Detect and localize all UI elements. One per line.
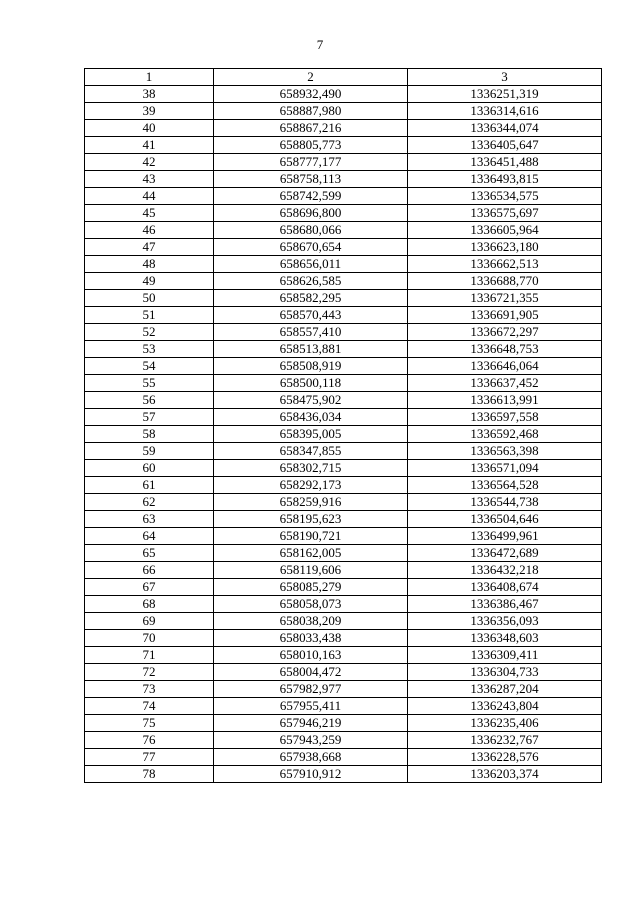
cell-x-coordinate: 658033,438 bbox=[214, 630, 408, 647]
cell-y-coordinate: 1336613,991 bbox=[408, 392, 602, 409]
cell-x-coordinate: 658696,800 bbox=[214, 205, 408, 222]
cell-y-coordinate: 1336721,355 bbox=[408, 290, 602, 307]
cell-y-coordinate: 1336504,646 bbox=[408, 511, 602, 528]
table-row bbox=[85, 528, 602, 545]
cell-x-coordinate: 658670,654 bbox=[214, 239, 408, 256]
cell-point-number: 69 bbox=[85, 613, 214, 630]
table-row bbox=[85, 358, 602, 375]
table-row bbox=[85, 681, 602, 698]
cell-y-coordinate: 1336592,468 bbox=[408, 426, 602, 443]
cell-y-coordinate: 1336563,398 bbox=[408, 443, 602, 460]
cell-y-coordinate: 1336564,528 bbox=[408, 477, 602, 494]
cell-y-coordinate: 1336228,576 bbox=[408, 749, 602, 766]
cell-point-number: 71 bbox=[85, 647, 214, 664]
cell-y-coordinate: 1336534,575 bbox=[408, 188, 602, 205]
cell-point-number: 53 bbox=[85, 341, 214, 358]
cell-x-coordinate: 657910,912 bbox=[214, 766, 408, 783]
cell-x-coordinate: 658302,715 bbox=[214, 460, 408, 477]
table-row bbox=[85, 647, 602, 664]
table-row bbox=[85, 715, 602, 732]
cell-x-coordinate: 658085,279 bbox=[214, 579, 408, 596]
column-header-point-number: 1 bbox=[85, 69, 214, 86]
cell-x-coordinate: 658508,919 bbox=[214, 358, 408, 375]
cell-y-coordinate: 1336662,513 bbox=[408, 256, 602, 273]
table-row bbox=[85, 613, 602, 630]
cell-x-coordinate: 657946,219 bbox=[214, 715, 408, 732]
cell-point-number: 49 bbox=[85, 273, 214, 290]
cell-x-coordinate: 658680,066 bbox=[214, 222, 408, 239]
cell-point-number: 63 bbox=[85, 511, 214, 528]
cell-x-coordinate: 658500,118 bbox=[214, 375, 408, 392]
table-row bbox=[85, 409, 602, 426]
cell-point-number: 42 bbox=[85, 154, 214, 171]
table-row bbox=[85, 443, 602, 460]
cell-point-number: 73 bbox=[85, 681, 214, 698]
cell-y-coordinate: 1336544,738 bbox=[408, 494, 602, 511]
cell-point-number: 70 bbox=[85, 630, 214, 647]
cell-point-number: 58 bbox=[85, 426, 214, 443]
table-row bbox=[85, 324, 602, 341]
table-row bbox=[85, 596, 602, 613]
cell-y-coordinate: 1336309,411 bbox=[408, 647, 602, 664]
cell-y-coordinate: 1336405,647 bbox=[408, 137, 602, 154]
cell-point-number: 40 bbox=[85, 120, 214, 137]
table-row bbox=[85, 664, 602, 681]
cell-y-coordinate: 1336348,603 bbox=[408, 630, 602, 647]
cell-y-coordinate: 1336356,093 bbox=[408, 613, 602, 630]
cell-point-number: 67 bbox=[85, 579, 214, 596]
cell-y-coordinate: 1336235,406 bbox=[408, 715, 602, 732]
table-row bbox=[85, 273, 602, 290]
cell-point-number: 57 bbox=[85, 409, 214, 426]
table-row bbox=[85, 562, 602, 579]
table-row bbox=[85, 86, 602, 103]
cell-y-coordinate: 1336646,064 bbox=[408, 358, 602, 375]
cell-x-coordinate: 657982,977 bbox=[214, 681, 408, 698]
cell-point-number: 52 bbox=[85, 324, 214, 341]
cell-point-number: 68 bbox=[85, 596, 214, 613]
cell-y-coordinate: 1336344,074 bbox=[408, 120, 602, 137]
cell-point-number: 66 bbox=[85, 562, 214, 579]
table-body bbox=[85, 86, 602, 783]
cell-x-coordinate: 658395,005 bbox=[214, 426, 408, 443]
cell-y-coordinate: 1336243,804 bbox=[408, 698, 602, 715]
cell-y-coordinate: 1336432,218 bbox=[408, 562, 602, 579]
cell-y-coordinate: 1336605,964 bbox=[408, 222, 602, 239]
cell-point-number: 61 bbox=[85, 477, 214, 494]
table-row bbox=[85, 290, 602, 307]
cell-x-coordinate: 658513,881 bbox=[214, 341, 408, 358]
table-row bbox=[85, 120, 602, 137]
cell-x-coordinate: 658162,005 bbox=[214, 545, 408, 562]
table-row bbox=[85, 341, 602, 358]
cell-x-coordinate: 658582,295 bbox=[214, 290, 408, 307]
cell-x-coordinate: 658195,623 bbox=[214, 511, 408, 528]
cell-x-coordinate: 658570,443 bbox=[214, 307, 408, 324]
cell-point-number: 64 bbox=[85, 528, 214, 545]
table-row bbox=[85, 545, 602, 562]
cell-y-coordinate: 1336623,180 bbox=[408, 239, 602, 256]
cell-y-coordinate: 1336571,094 bbox=[408, 460, 602, 477]
cell-x-coordinate: 657955,411 bbox=[214, 698, 408, 715]
header-row bbox=[85, 69, 602, 86]
cell-y-coordinate: 1336386,467 bbox=[408, 596, 602, 613]
cell-x-coordinate: 658436,034 bbox=[214, 409, 408, 426]
table-row bbox=[85, 698, 602, 715]
cell-y-coordinate: 1336499,961 bbox=[408, 528, 602, 545]
cell-x-coordinate: 658475,902 bbox=[214, 392, 408, 409]
cell-x-coordinate: 658867,216 bbox=[214, 120, 408, 137]
cell-point-number: 62 bbox=[85, 494, 214, 511]
table-header bbox=[85, 69, 602, 86]
cell-x-coordinate: 658190,721 bbox=[214, 528, 408, 545]
cell-point-number: 78 bbox=[85, 766, 214, 783]
cell-point-number: 56 bbox=[85, 392, 214, 409]
table-row bbox=[85, 460, 602, 477]
cell-y-coordinate: 1336287,204 bbox=[408, 681, 602, 698]
cell-point-number: 54 bbox=[85, 358, 214, 375]
cell-x-coordinate: 658758,113 bbox=[214, 171, 408, 188]
cell-point-number: 44 bbox=[85, 188, 214, 205]
cell-y-coordinate: 1336232,767 bbox=[408, 732, 602, 749]
cell-y-coordinate: 1336688,770 bbox=[408, 273, 602, 290]
cell-point-number: 75 bbox=[85, 715, 214, 732]
table-row bbox=[85, 205, 602, 222]
cell-y-coordinate: 1336451,488 bbox=[408, 154, 602, 171]
cell-point-number: 48 bbox=[85, 256, 214, 273]
cell-y-coordinate: 1336203,374 bbox=[408, 766, 602, 783]
table-row bbox=[85, 766, 602, 783]
table-row bbox=[85, 732, 602, 749]
cell-x-coordinate: 658004,472 bbox=[214, 664, 408, 681]
cell-x-coordinate: 658742,599 bbox=[214, 188, 408, 205]
cell-x-coordinate: 658932,490 bbox=[214, 86, 408, 103]
cell-point-number: 55 bbox=[85, 375, 214, 392]
cell-x-coordinate: 658805,773 bbox=[214, 137, 408, 154]
cell-point-number: 45 bbox=[85, 205, 214, 222]
cell-point-number: 77 bbox=[85, 749, 214, 766]
cell-point-number: 60 bbox=[85, 460, 214, 477]
table-row bbox=[85, 307, 602, 324]
cell-point-number: 65 bbox=[85, 545, 214, 562]
cell-point-number: 43 bbox=[85, 171, 214, 188]
cell-point-number: 47 bbox=[85, 239, 214, 256]
cell-point-number: 59 bbox=[85, 443, 214, 460]
table-row bbox=[85, 188, 602, 205]
cell-y-coordinate: 1336408,674 bbox=[408, 579, 602, 596]
cell-point-number: 38 bbox=[85, 86, 214, 103]
cell-y-coordinate: 1336648,753 bbox=[408, 341, 602, 358]
cell-y-coordinate: 1336493,815 bbox=[408, 171, 602, 188]
cell-y-coordinate: 1336314,616 bbox=[408, 103, 602, 120]
cell-x-coordinate: 657943,259 bbox=[214, 732, 408, 749]
cell-x-coordinate: 658347,855 bbox=[214, 443, 408, 460]
cell-y-coordinate: 1336251,319 bbox=[408, 86, 602, 103]
cell-x-coordinate: 658557,410 bbox=[214, 324, 408, 341]
cell-point-number: 51 bbox=[85, 307, 214, 324]
table-row bbox=[85, 511, 602, 528]
page-number: 7 bbox=[316, 37, 324, 52]
cell-y-coordinate: 1336691,905 bbox=[408, 307, 602, 324]
cell-x-coordinate: 658656,011 bbox=[214, 256, 408, 273]
cell-point-number: 39 bbox=[85, 103, 214, 120]
cell-y-coordinate: 1336672,297 bbox=[408, 324, 602, 341]
column-header-x-coordinate: 2 bbox=[214, 69, 408, 86]
cell-x-coordinate: 658887,980 bbox=[214, 103, 408, 120]
cell-y-coordinate: 1336575,697 bbox=[408, 205, 602, 222]
table-row bbox=[85, 239, 602, 256]
cell-x-coordinate: 658259,916 bbox=[214, 494, 408, 511]
table-row bbox=[85, 494, 602, 511]
cell-y-coordinate: 1336597,558 bbox=[408, 409, 602, 426]
table-row bbox=[85, 749, 602, 766]
table-row bbox=[85, 579, 602, 596]
table-row bbox=[85, 375, 602, 392]
table-row bbox=[85, 477, 602, 494]
cell-point-number: 50 bbox=[85, 290, 214, 307]
cell-point-number: 72 bbox=[85, 664, 214, 681]
cell-x-coordinate: 658292,173 bbox=[214, 477, 408, 494]
cell-point-number: 41 bbox=[85, 137, 214, 154]
cell-x-coordinate: 658777,177 bbox=[214, 154, 408, 171]
table-row bbox=[85, 171, 602, 188]
cell-x-coordinate: 658626,585 bbox=[214, 273, 408, 290]
column-header-y-coordinate: 3 bbox=[408, 69, 602, 86]
coordinates-table bbox=[84, 68, 602, 783]
table-row bbox=[85, 222, 602, 239]
table-row bbox=[85, 392, 602, 409]
cell-x-coordinate: 658010,163 bbox=[214, 647, 408, 664]
table-row bbox=[85, 103, 602, 120]
cell-x-coordinate: 657938,668 bbox=[214, 749, 408, 766]
cell-point-number: 46 bbox=[85, 222, 214, 239]
cell-x-coordinate: 658038,209 bbox=[214, 613, 408, 630]
table-row bbox=[85, 137, 602, 154]
cell-point-number: 74 bbox=[85, 698, 214, 715]
table-row bbox=[85, 256, 602, 273]
cell-y-coordinate: 1336472,689 bbox=[408, 545, 602, 562]
table-row bbox=[85, 154, 602, 171]
cell-y-coordinate: 1336304,733 bbox=[408, 664, 602, 681]
cell-y-coordinate: 1336637,452 bbox=[408, 375, 602, 392]
cell-point-number: 76 bbox=[85, 732, 214, 749]
table-row bbox=[85, 426, 602, 443]
table-row bbox=[85, 630, 602, 647]
cell-x-coordinate: 658119,606 bbox=[214, 562, 408, 579]
cell-x-coordinate: 658058,073 bbox=[214, 596, 408, 613]
